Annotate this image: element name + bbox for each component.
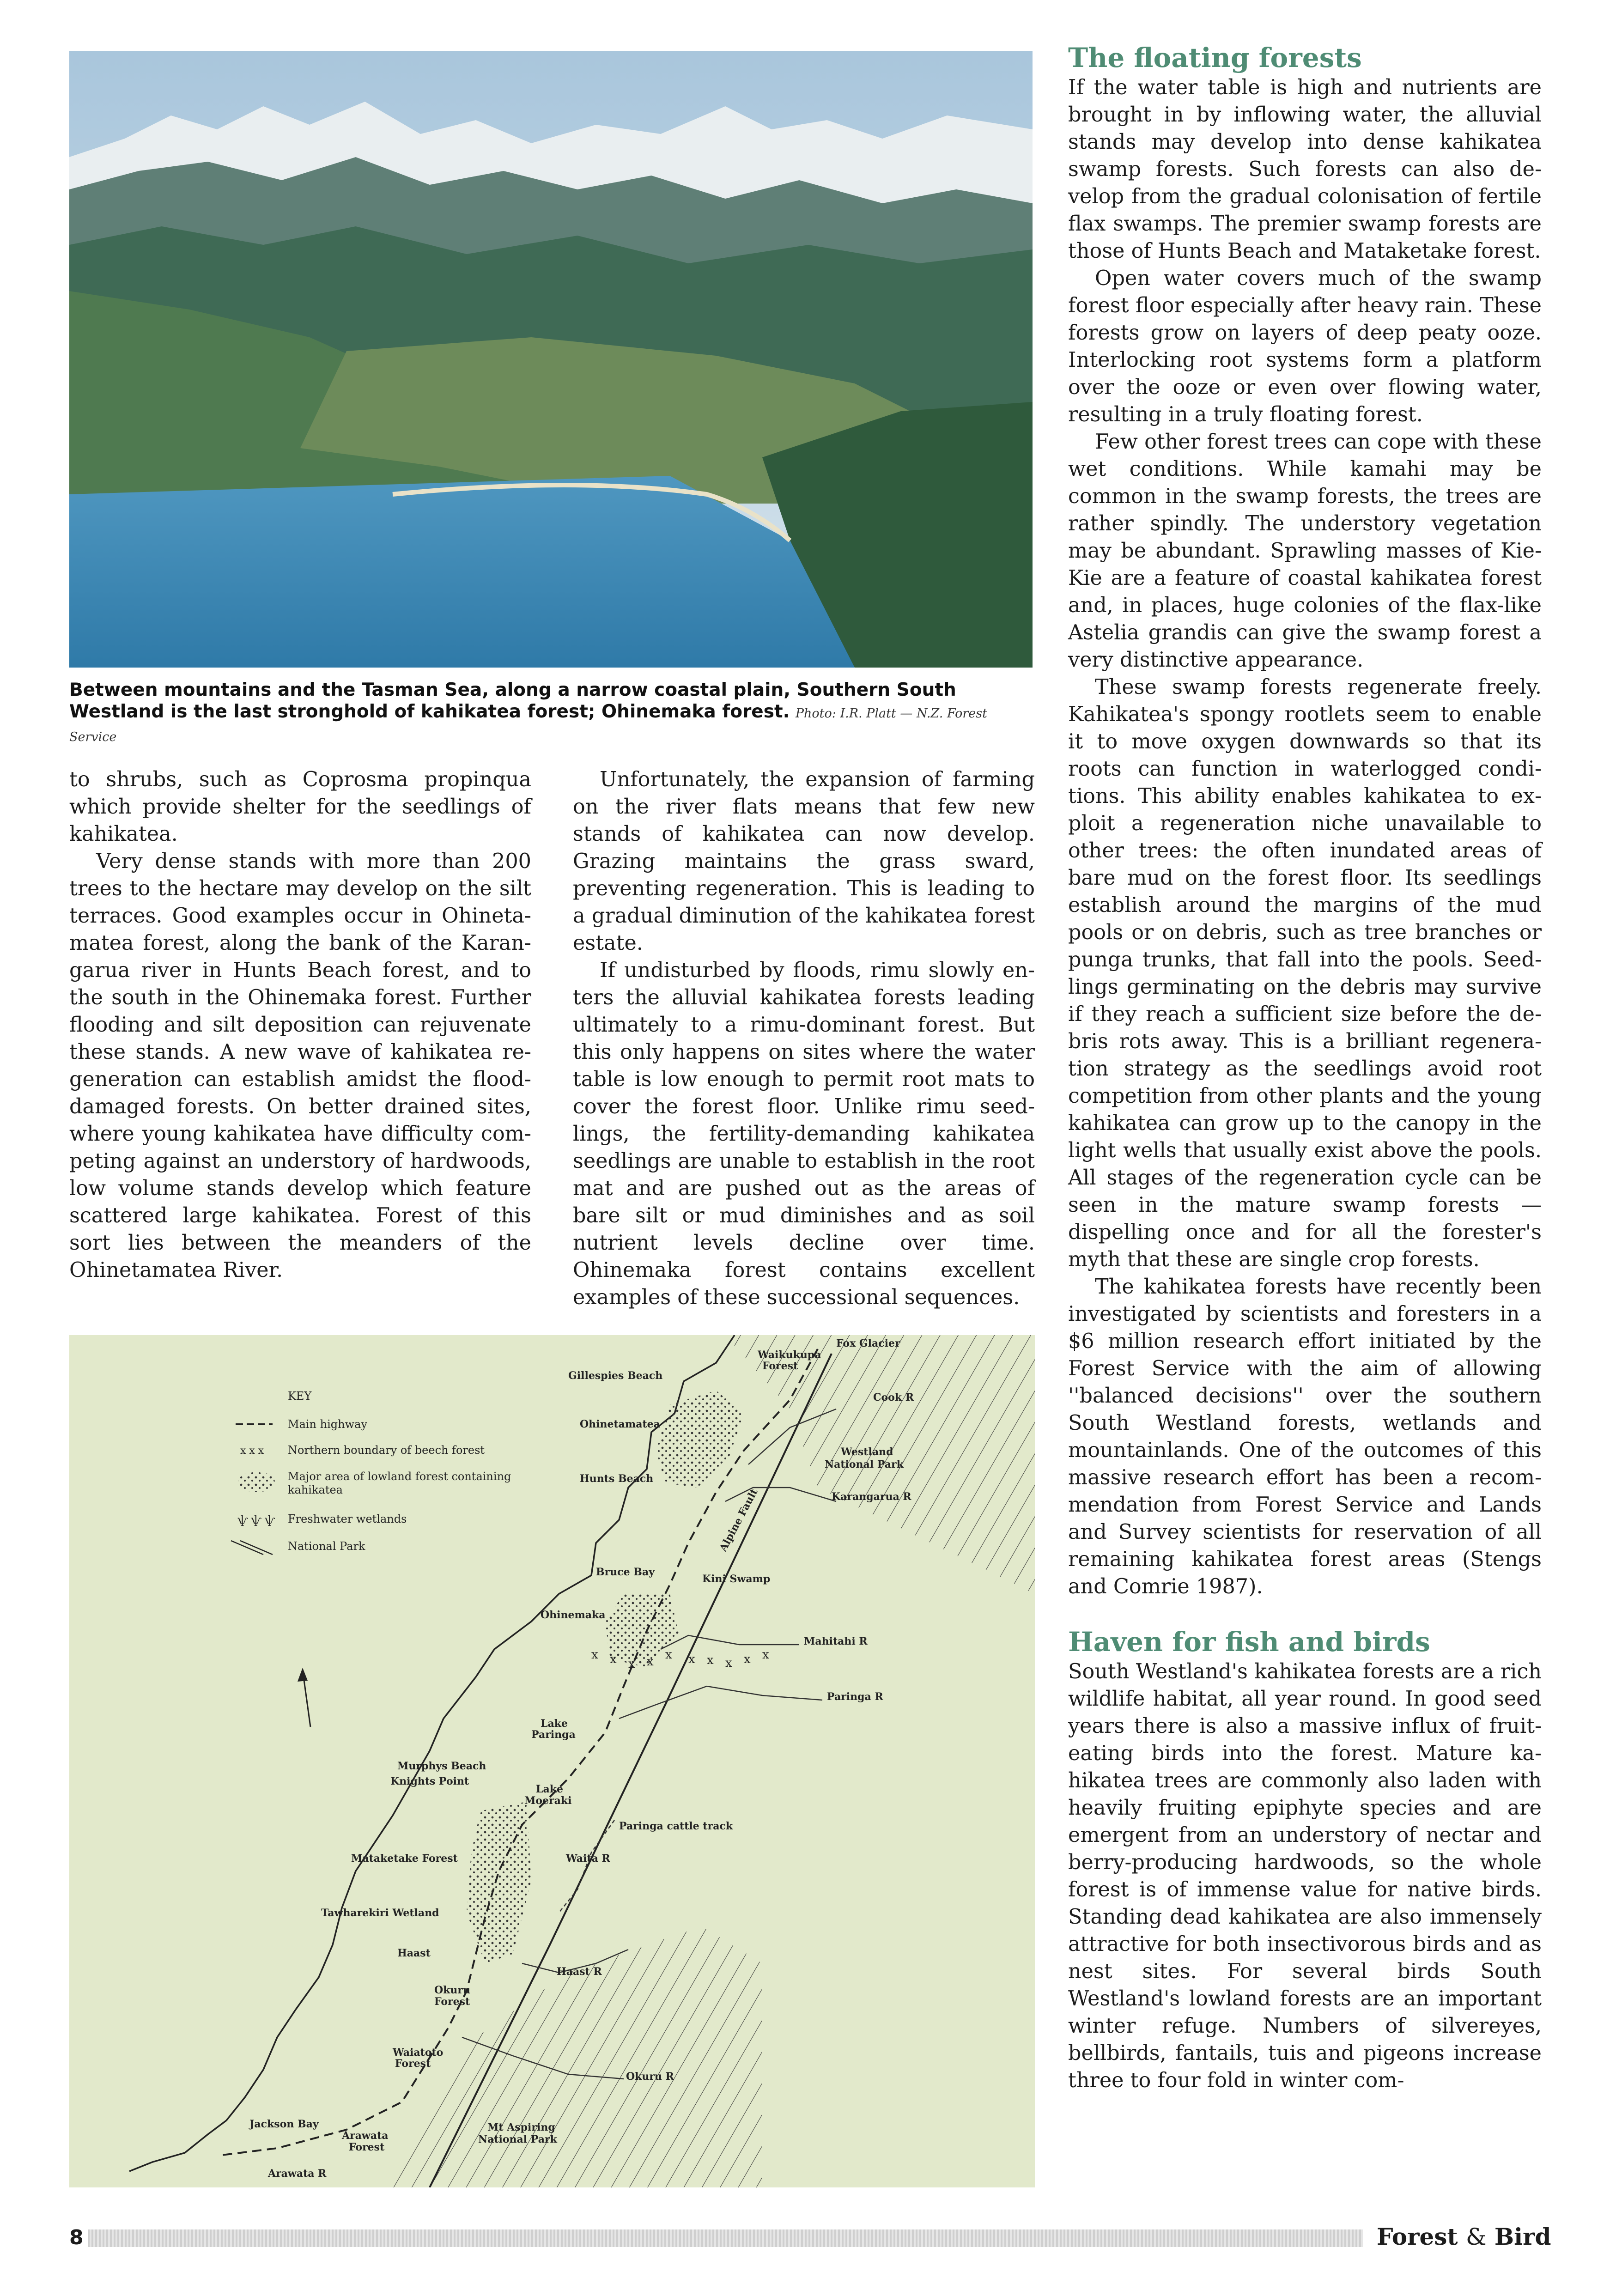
magazine-name-bird: Bird: [1494, 2223, 1551, 2250]
label-mataketake: Mataketake Forest: [351, 1853, 458, 1865]
key-lowland-1: Major area of lowland forest containing: [288, 1470, 511, 1483]
label-waiatoto: Waiatoto: [393, 2047, 443, 2059]
paringa-river: [619, 1686, 822, 1719]
label-aspiring-np: National Park: [478, 2133, 557, 2145]
north-arrow: [298, 1668, 310, 1727]
caption-text: Between mountains and the Tasman Sea, along a narrow coastal plain, Southern South Westland is the last stronghold of kahikatea forest; Ohinemaka forest.: [69, 680, 956, 722]
page-number: 8: [69, 2226, 84, 2249]
label-fox-glacier: Fox Glacier: [836, 1337, 900, 1349]
heading-floating-forests: The floating forests: [1068, 42, 1362, 73]
magazine-name: [1377, 2223, 1551, 2250]
label-haast: Haast: [397, 1947, 431, 1959]
label-arawata-forest: Arawata: [342, 2130, 389, 2142]
svg-text:x: x: [725, 1656, 732, 1670]
key-wetlands: Freshwater wetlands: [288, 1512, 407, 1525]
label-okuru-forest: Okuru: [434, 1984, 470, 1996]
column-2: [573, 766, 1035, 1311]
label-hunts-beach: Hunts Beach: [580, 1473, 654, 1485]
label-ohinetamatea: Ohinetamatea: [580, 1418, 660, 1430]
key-lowland-2: kahikatea: [288, 1483, 343, 1496]
label-westland-np: National Park: [825, 1458, 904, 1470]
column-3: [1068, 42, 1542, 2094]
col3-paragraph-3: Few other forest trees can cope with these wet conditions. While kamahi may be common in the swamp forests, the trees are rather spindly. The understory vegetation may be abundant. Sprawling masses of Kie-Kie are a feature of coastal kahikatea forest and, in places, huge colonies of the flax-like Astelia grandis can give the swamp forest a very distinctive appearance.: [1068, 430, 1542, 672]
heading-haven-fish-birds: Haven for fish and birds: [1068, 1626, 1430, 1658]
key-title: KEY: [288, 1390, 312, 1403]
key-beech: Northern boundary of beech forest: [288, 1444, 485, 1457]
photo-illustration: [69, 51, 1033, 668]
col2-paragraph-1: Unfortunately, the expansion of farming on the river flats means that few new stands of kahikatea can now develop. Grazing maintains the grass sward, preventing regeneration. This is leading to a gradual diminution of the kahikatea forest estate.: [573, 768, 1035, 955]
label-gillespies: Gillespies Beach: [568, 1370, 663, 1382]
svg-text:x: x: [647, 1655, 654, 1669]
photo-caption: [69, 679, 1033, 748]
label-arawata-forest-2: Forest: [349, 2141, 385, 2153]
label-mt-aspiring: Mt Aspiring: [487, 2121, 555, 2133]
label-lake-moeraki: Lake: [536, 1783, 563, 1795]
svg-text:x: x: [707, 1653, 714, 1667]
label-ohinemaka: Ohinemaka: [541, 1609, 606, 1621]
map-key: [231, 1390, 511, 1555]
label-westland: Westland: [841, 1446, 893, 1458]
svg-text:ѱ ѱ ѱ: ѱ ѱ ѱ: [238, 1513, 275, 1526]
label-lake-paringa: Lake: [541, 1718, 568, 1730]
svg-text:x: x: [744, 1652, 751, 1666]
footer-bar: [88, 2229, 1363, 2247]
label-bruce-bay: Bruce Bay: [596, 1566, 655, 1578]
svg-text:x: x: [610, 1652, 617, 1666]
col1-paragraph-1: to shrubs, such as Coprosma propinqua which provide shelter for the seedlings of kahikatea.: [69, 768, 531, 846]
paringa-cattle-track: [559, 1820, 614, 1913]
mahitahi-river: [661, 1635, 799, 1649]
col1-paragraph-2: Very dense stands with more than 200 trees to the hectare may develop on the silt terraces. Good examples occur in Ohinetamatea forest, along the bank of the Karangarua river in Hunts Beach forest, and to the south in the Ohinemaka forest. Further flooding and silt deposition can rejuvenate these stands. A new wave of kahikatea regeneration can establish amidst the flood-damaged forests. On better drained sites, where young kahikatea have difficulty competing against an understory of hardwoods, low volume stands develop which feature scattered large kahikatea. Forest of this sort lies between the meanders of the Ohinetamatea River.: [69, 850, 531, 1282]
magazine-name-amp: &: [1465, 2223, 1487, 2250]
label-mahitahi-r: Mahitahi R: [804, 1635, 868, 1647]
label-cattle-track: Paringa cattle track: [619, 1820, 733, 1832]
magazine-name-forest: Forest: [1377, 2223, 1458, 2250]
label-karangarua-r: Karangarua R: [832, 1491, 911, 1503]
label-alpine-fault: Alpine Fault: [717, 1487, 760, 1554]
col2-paragraph-2: If undisturbed by floods, rimu slowly enters the alluvial kahikatea forests leading ultimately to a rimu-dominant forest. But this only happens on sites where the water table is low enough to permit root mats to cover the forest floor. Unlike rimu seedlings, the fertility-demanding kahikatea seedlings are unable to establish in the root mat and are pushed out as the areas of bare silt or mud diminishes and as soil nutrient levels decline over time. Ohinemaka forest contains excellent examples of these successional sequences.: [573, 959, 1035, 1309]
label-jackson-bay: Jackson Bay: [249, 2118, 319, 2130]
svg-text:x: x: [591, 1648, 598, 1662]
svg-text:x: x: [665, 1648, 672, 1662]
label-kini-swamp: Kini Swamp: [702, 1573, 771, 1585]
photo-credit: Photo: I.R. Platt — N.Z. Forest Service: [69, 706, 987, 744]
label-knights-point: Knights Point: [390, 1775, 469, 1787]
label-arawata-r: Arawata R: [268, 2168, 327, 2180]
svg-text:x: x: [628, 1657, 635, 1671]
forest-area-ohinetamatea: [656, 1391, 744, 1488]
col3-paragraph-1: If the water table is high and nutrients are brought in by inflowing water, the alluvial stands may develop into dense kahikatea swamp forests. Such forests can also develop from the gradual colonisation of fertile flax swamps. The premier swamp forests are those of Hunts Beach and Mataketake forest.: [1068, 76, 1542, 263]
label-waikukupa: Waikukupa: [758, 1349, 821, 1361]
label-okuru-r: Okuru R: [626, 2071, 674, 2083]
label-waiatoto-forest: Forest: [395, 2058, 431, 2070]
col3-paragraph-5: The kahikatea forests have recently been investigated by scientists and foresters in a $6 million research effort initiated by the Forest Service with the aim of allowing ''balanced decisions'' over the southern South Westland forests, wetlands and mountainlands. One of the outcomes of this massive research effort has been a recommendation from Forest Service and Lands and Survey scientists for reservation of all remaining kahikatea forest areas (Stengs and Comrie 1987).: [1068, 1275, 1542, 1598]
key-park: National Park: [288, 1540, 365, 1553]
label-tawharekiri: Tawharekiri Wetland: [321, 1907, 439, 1919]
col3-paragraph-4: These swamp forests regenerate freely. Kahikatea's spongy rootlets seem to enable it to move oxygen downwards so that its roots can function in waterlogged conditions. This ability enables kahikatea to exploit a regeneration niche unavailable to other trees: the often inundated areas of bare mud on the forest floor. Its seedlings establish around the margins of the mud pools or on debris, such as tree branches or punga trunks, that fall into the pools. Seedlings germinating on the debris may survive if they reach a sufficient size before the debris rots away. This is a brilliant regeneration strategy as the seedlings avoid root competition from other plants and the young kahikatea can grow up to the canopy in the light wells that usually exist above the pools. All stages of the regeneration cycle can be seen in the mature swamp forests — dispelling once and for all the forester's myth that these are single crop forests.: [1068, 675, 1542, 1271]
svg-text:x: x: [688, 1652, 695, 1666]
svg-text:x x x: x x x: [240, 1445, 264, 1457]
label-haast-r: Haast R: [557, 1966, 602, 1978]
label-waikukupa-forest: Forest: [762, 1360, 798, 1372]
landscape-photo: [69, 51, 1033, 668]
col3-paragraph-6: South Westland's kahikatea forests are a rich wildlife habitat, all year round. In good seed years there is also a massive influx of fruit-eating birds into the forest. Mature kahikatea trees are commonly also laden with heavily fruiting epiphyte species and are emergent from an understory of nectar and berry-producing hardwoods, so the whole forest is of immense value for native birds. Standing dead kahikatea are also immensely attractive for both insectivorous birds and as nest sites. For several birds South Westland's lowland forests are an important winter refuge. Numbers of silvereyes, bellbirds, fantails, tuis and pigeons increase three to four fold in winter com-: [1068, 1660, 1542, 2092]
label-murphys-beach: Murphys Beach: [397, 1760, 486, 1772]
key-highway: Main highway: [288, 1418, 368, 1431]
col3-paragraph-2: Open water covers much of the swamp forest floor especially after heavy rain. These forests grow on layers of deep peaty ooze. Interlocking root systems form a platform over the ooze or even over flowing water, resulting in a truly floating forest.: [1068, 267, 1542, 426]
svg-text:x: x: [762, 1648, 769, 1662]
label-lake-paringa-2: Paringa: [531, 1729, 576, 1741]
label-waita-r: Waita R: [566, 1853, 610, 1865]
label-paringa-r: Paringa R: [827, 1691, 883, 1703]
label-cook-r: Cook R: [873, 1391, 914, 1403]
south-westland-map: [69, 1335, 1035, 2187]
map-drawing: [69, 1335, 1035, 2187]
karangarua-river: [725, 1488, 836, 1501]
column-1: [69, 766, 531, 1284]
label-lake-moeraki-2: Moeraki: [524, 1795, 572, 1807]
label-okuru-forest-2: Forest: [434, 1996, 470, 2008]
